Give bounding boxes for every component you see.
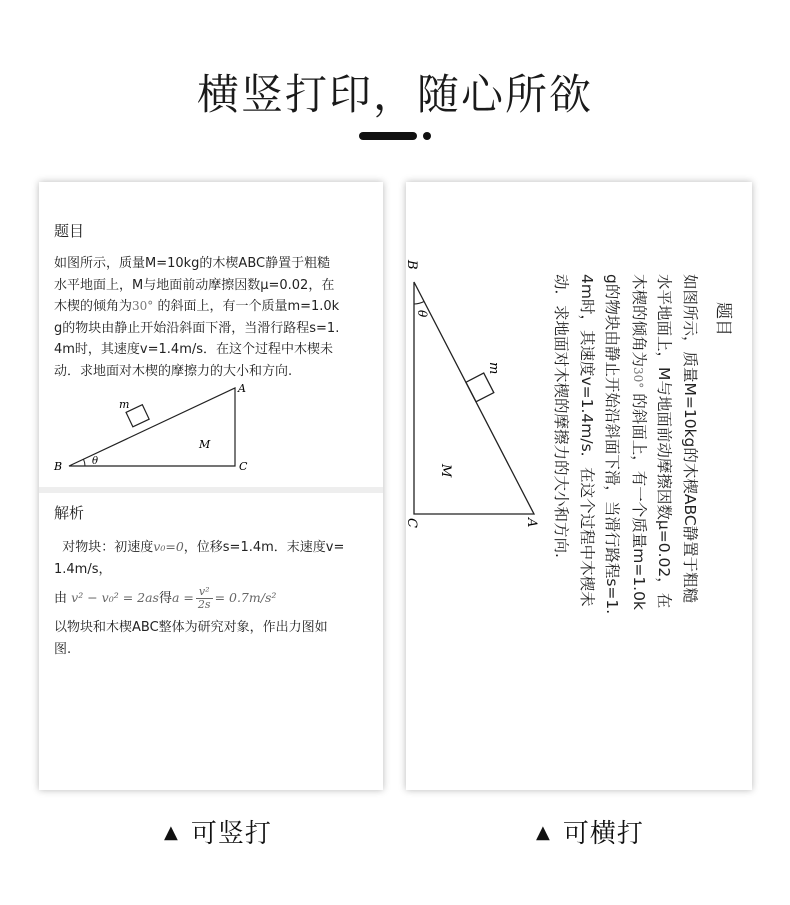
mass-label-big-m: M (199, 438, 211, 451)
problem-line: 木楔的倾角为30° 的斜面上，有一个质量m=1.0k (54, 299, 340, 314)
problem-line: g的物块由静止开始沿斜面下滑，当滑行路程s=1. (603, 274, 622, 615)
mass-label-big-m: M (438, 464, 453, 478)
solution-title: 解析 (54, 504, 85, 522)
problem-line: 动．求地面对木楔的摩擦力的大小和方向. (552, 274, 571, 558)
angle-label-theta: θ (92, 456, 99, 467)
angle-label-theta: θ (415, 310, 429, 318)
problem-text (54, 253, 339, 382)
problem-line: 水平地面上，M与地面前动摩擦因数μ=0.02，在 (54, 277, 335, 293)
section-divider (39, 487, 383, 493)
angle-arc (84, 459, 86, 466)
solution-line: 图. (54, 641, 72, 657)
problem-line: 4m时，其速度v=1.4m/s．在这个过程中木楔未 (54, 342, 334, 357)
problem-line: 4m时，其速度v=1.4m/s．在这个过程中木楔未 (578, 274, 596, 607)
problem-line: 木楔的倾角为30° 的斜面上，有一个质量m=1.0k (630, 274, 648, 610)
wedge-triangle (69, 388, 235, 466)
problem-title: 题目 (54, 222, 85, 240)
mass-label-m: m (119, 398, 130, 411)
solution-text (54, 536, 344, 660)
block-m (466, 373, 494, 402)
portrait-print-card (39, 182, 383, 790)
triangle-up-icon: ▲ (164, 822, 179, 843)
page-title: 横竖打印，随心所欲 (196, 70, 593, 119)
vertex-label-b: B (404, 260, 419, 270)
mass-label-m: m (486, 362, 501, 375)
fraction: $\frac{\text{v²}}{2s}$ (197, 585, 211, 611)
problem-text (548, 274, 702, 614)
angle-arc (414, 302, 424, 305)
vertex-label-c: C (239, 460, 248, 473)
solution-line: 以物块和木楔ABC整体为研究对象，作出力图如 (54, 620, 328, 635)
title-underline-dash (359, 132, 417, 140)
landscape-print-card (406, 182, 752, 790)
vertex-label-b-holder (404, 258, 422, 278)
title-underline-dot (423, 132, 431, 140)
problem-line: 动．求地面对木楔的摩擦力的大小和方向. (54, 363, 293, 379)
problem-line: 如图所示，质量M=10kg的木楔ABC静置于粗糙 (54, 256, 331, 271)
problem-title: 题目 (713, 302, 733, 336)
solution-line: 对物块：初速度v₀=0，位移s=1.4m．末速度v= (62, 539, 345, 555)
wedge-diagram (406, 274, 542, 534)
solution-line: 1.4m/s， (54, 561, 112, 577)
rotated-page (406, 182, 752, 794)
vertex-label-b: A (524, 518, 539, 528)
problem-line: 如图所示，质量M=10kg的木楔ABC静置于粗糙 (681, 274, 699, 604)
problem-line: 水平地面上，M与地面前动摩擦因数μ=0.02，在 (655, 274, 674, 609)
triangle-up-icon: ▲ (536, 822, 551, 843)
solution-line: 由 v² − v₀² = 2as得a = $\frac{\text{v²}}{2s}$ = 0.7m/s² (54, 585, 277, 611)
vertex-label-a: A (238, 382, 246, 395)
block-m (126, 405, 149, 427)
caption-portrait: ▲ 可竖打 (164, 819, 272, 849)
vertex-label-c: C (404, 518, 419, 528)
vertex-label-b: B (54, 460, 63, 473)
wedge-diagram (49, 380, 269, 480)
caption-landscape: ▲ 可横打 (536, 819, 644, 849)
problem-line: g的物块由静止开始沿斜面下滑，当滑行路程s=1. (54, 320, 340, 336)
